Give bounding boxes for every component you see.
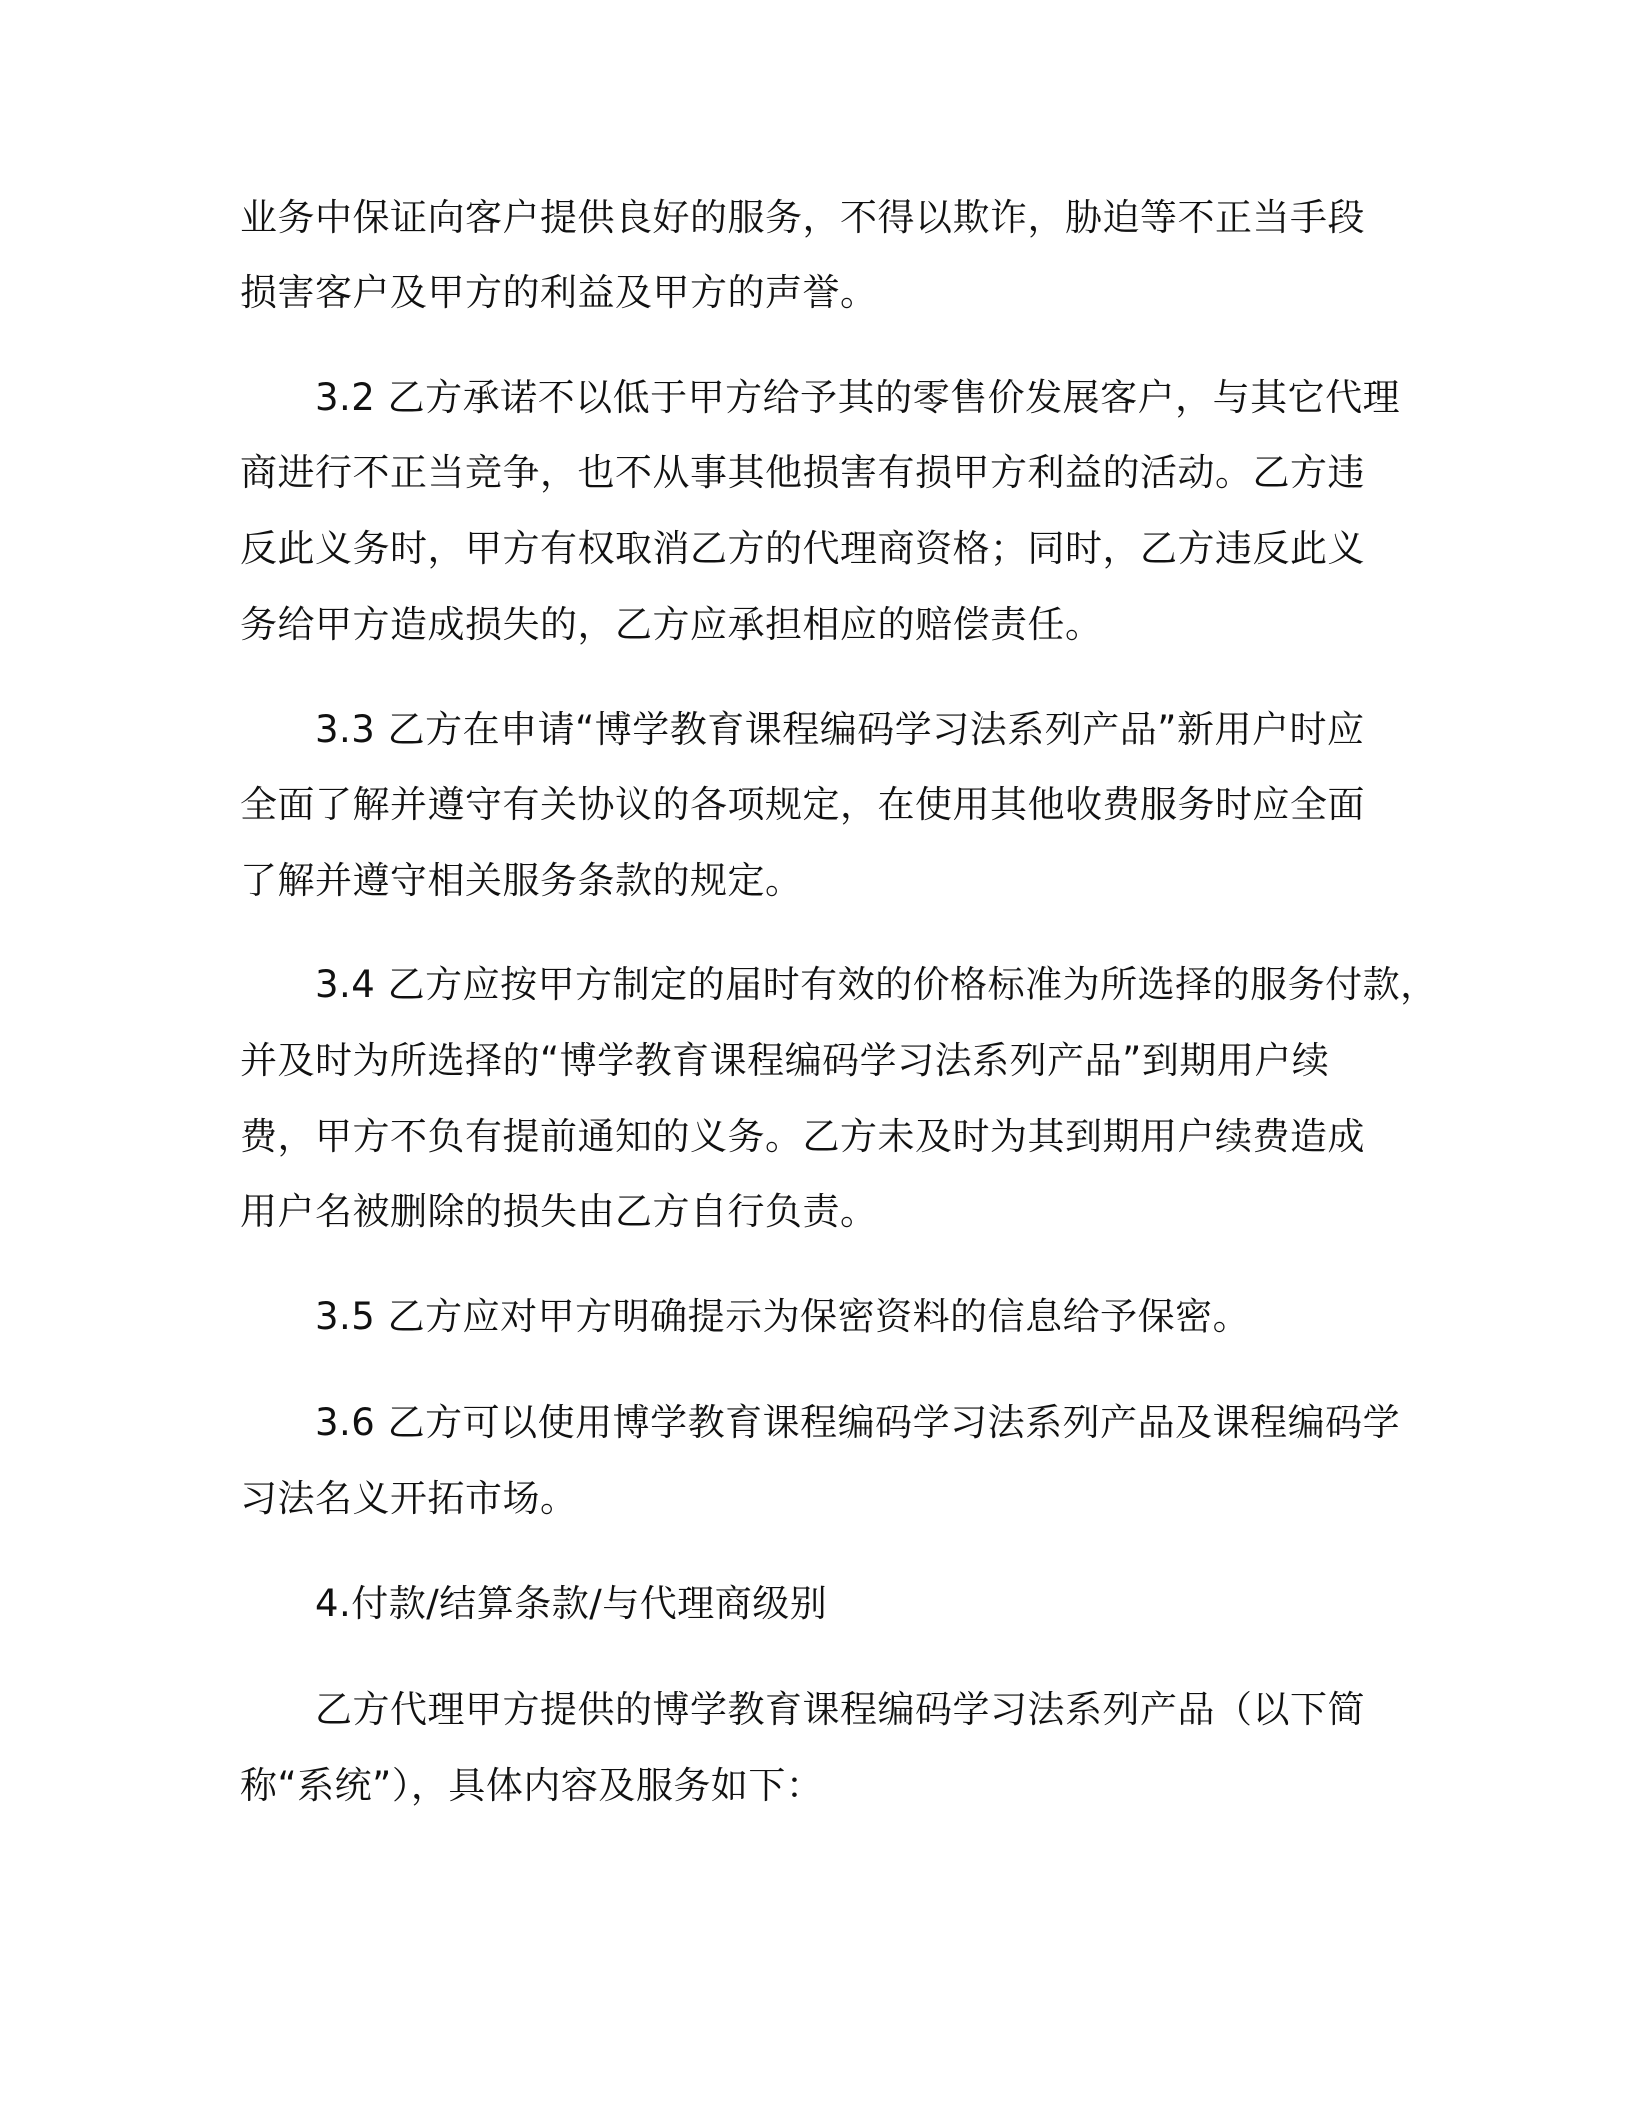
paragraph-line: 全面了解并遵守有关协议的各项规定，在使用其他收费服务时应全面 <box>240 783 1365 826</box>
clause-3-4-line: 3.4 乙方应按甲方制定的届时有效的价格标准为所选择的服务付款， <box>315 963 1438 1006</box>
clause-3-6-line: 3.6 乙方可以使用博学教育课程编码学习法系列产品及课程编码学 <box>315 1401 1401 1444</box>
paragraph-line: 业务中保证向客户提供良好的服务，不得以欺诈，胁迫等不正当手段 <box>240 196 1365 239</box>
section-4-intro-line: 乙方代理甲方提供的博学教育课程编码学习法系列产品（以下简 <box>315 1688 1365 1731</box>
paragraph-line: 用户名被删除的损失由乙方自行负责。 <box>240 1190 878 1233</box>
clause-3-3-line: 3.3 乙方在申请“博学教育课程编码学习法系列产品”新用户时应 <box>315 708 1365 751</box>
paragraph-line: 反此义务时，甲方有权取消乙方的代理商资格；同时，乙方违反此义 <box>240 527 1365 570</box>
paragraph-line: 损害客户及甲方的利益及甲方的声誉。 <box>240 271 878 314</box>
paragraph-line: 了解并遵守相关服务条款的规定。 <box>240 859 803 902</box>
paragraph-line: 务给甲方造成损失的，乙方应承担相应的赔偿责任。 <box>240 603 1103 646</box>
clause-3-2-line: 3.2 乙方承诺不以低于甲方给予其的零售价发展客户，与其它代理 <box>315 376 1401 419</box>
section-4-heading: 4.付款/结算条款/与代理商级别 <box>315 1582 828 1625</box>
clause-3-5-line: 3.5 乙方应对甲方明确提示为保密资料的信息给予保密。 <box>315 1295 1251 1338</box>
paragraph-line: 习法名义开拓市场。 <box>240 1477 578 1520</box>
paragraph-line: 称“系统”），具体内容及服务如下： <box>240 1764 824 1807</box>
paragraph-line: 商进行不正当竞争，也不从事其他损害有损甲方利益的活动。乙方违 <box>240 451 1365 494</box>
paragraph-line: 费，甲方不负有提前通知的义务。乙方未及时为其到期用户续费造成 <box>240 1115 1365 1158</box>
paragraph-line: 并及时为所选择的“博学教育课程编码学习法系列产品”到期用户续 <box>240 1039 1330 1082</box>
